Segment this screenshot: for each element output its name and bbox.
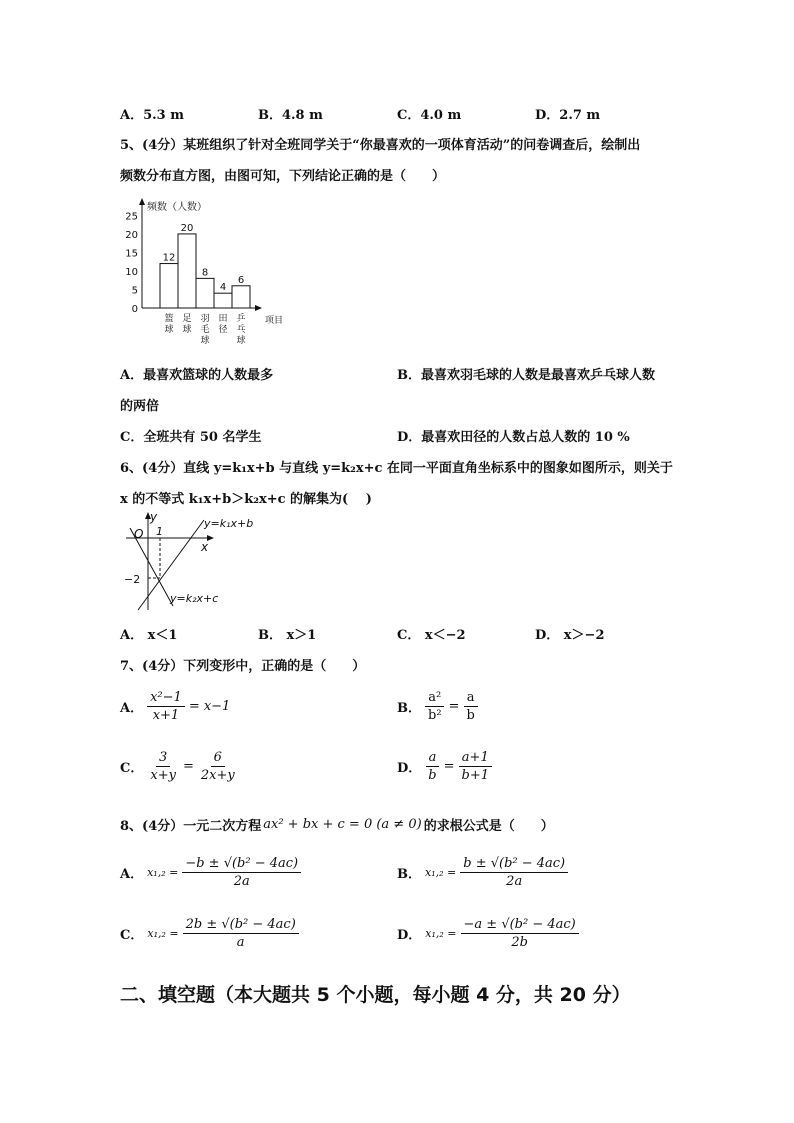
bar-value-label: 20 [180,222,194,234]
q8-option-a[interactable] [120,856,301,889]
q7-c-denominator-2: 2x+y [200,768,235,783]
q8-c-denominator: a [236,935,245,950]
q8-d-numerator: −a ± √(b² − 4ac) [461,917,579,934]
q7-c-numerator: 3 [156,750,170,767]
bar-value-label: 12 [162,252,176,264]
category-label: 羽毛球 [200,314,210,346]
q5-stem-line2: 频数分布直方图，由图可知，下列结论正确的是（ ） [120,169,446,184]
bar-2 [196,278,214,308]
q6-option-a[interactable]: A． x＜1 [120,628,178,643]
category-label: 篮球 [164,314,174,335]
q7-option-a[interactable] [120,690,230,723]
q8-a-label: A． [120,867,144,882]
q8-a-denominator: 2a [233,874,250,889]
bar-value-label: 8 [201,267,209,279]
q8-a-lhs: x₁,₂ = [147,866,179,879]
q7-c-denominator: x+y [150,768,176,783]
histogram-chart [120,196,310,356]
q8-b-fraction [460,856,568,889]
q6-stem-line2: x 的不等式 k₁x+b＞k₂x+c 的解集为( ) [120,492,372,507]
q7-b-fraction-right [463,690,477,723]
q7-b-denominator: b² [428,708,442,723]
q7-a-rhs: = x−1 [188,699,231,714]
bar-value-label: 6 [237,274,245,286]
q7-option-d[interactable] [397,750,492,783]
q7-d-fraction-right [459,750,493,783]
q7-d-denominator: b [428,768,437,783]
q4-option-c[interactable]: C．4.0 m [397,108,462,123]
q8-b-lhs: x₁,₂ = [425,866,457,879]
q8-stem-post: 的求根公式是（ ） [423,819,554,834]
y-tick-label: 0 [131,304,138,315]
y-tick-label: 15 [125,248,138,260]
q7-option-b[interactable] [397,690,478,723]
q7-c-fraction-left [147,750,179,783]
bar-value-label: 4 [219,282,227,294]
graph-y-label: y [150,510,158,524]
q8-b-numerator: b ± √(b² − 4ac) [460,856,568,873]
category-label: 田径 [218,314,228,335]
category-label: 乒乓球 [236,314,246,346]
line-k1-label: y=k₁x+b [204,517,254,530]
q8-option-d[interactable] [397,917,579,950]
q7-b-fraction-left [425,690,445,723]
q6-option-c[interactable]: C． x＜−2 [397,628,466,643]
q8-c-label: C． [120,928,144,943]
q7-a-fraction [147,690,185,723]
q7-c-numerator-2: 6 [211,750,225,767]
q7-d-fraction-left [425,750,439,783]
section-2-title: 二、填空题（本大题共 5 个小题，每小题 4 分，共 20 分） [120,984,631,1006]
q7-option-c[interactable] [120,750,238,783]
bar-1 [178,234,196,308]
y-tick-label: 10 [125,266,138,278]
y-axis-arrow [139,198,145,205]
q5-option-d[interactable]: D．最喜欢田径的人数占总人数的 10 % [397,430,630,445]
q6-stem-line1: 6、(4分）直线 y=k₁x+b 与直线 y=k₂x+c 在同一平面直角坐标系中的图象如图所示，则关于 [120,461,673,476]
q7-b-numerator-2: a [464,690,478,707]
q8-a-numerator: −b ± √(b² − 4ac) [182,856,301,873]
x-axis-arrow [255,305,262,311]
q8-a-fraction [182,856,301,889]
q7-d-equals: = [443,759,455,774]
q7-d-denominator-2: b+1 [461,768,490,783]
line-graph [118,510,278,614]
q7-b-denominator-2: b [466,708,475,723]
q8-d-fraction [461,917,579,950]
q7-b-label: B． [397,701,421,716]
q8-stem [120,815,554,834]
q7-c-fraction-right [198,750,238,783]
q4-option-a[interactable]: A．5.3 m [120,108,184,123]
bar-3 [214,293,232,308]
q8-d-denominator: 2b [511,935,528,950]
q8-b-label: B． [397,867,421,882]
x-axis-label: 项目 [265,316,284,326]
y-tick-label: 20 [125,229,138,241]
q4-option-b[interactable]: B．4.8 m [258,108,323,123]
line-k2-label: y=k₂x+c [170,592,219,605]
q7-b-numerator: a² [425,690,444,707]
q5-stem-line1: 5、(4分）某班组织了针对全班同学关于“你最喜欢的一项体育活动”的问卷调查后，绘制出 [120,138,641,153]
q7-a-denominator: x+1 [152,708,180,723]
graph-1-label: 1 [156,525,163,538]
bar-0 [160,264,178,308]
q8-d-label: D． [397,928,422,943]
q8-c-numerator: 2b ± √(b² − 4ac) [183,917,299,934]
line-k2 [130,528,173,606]
q7-d-label: D． [397,761,422,776]
category-label: 足球 [182,314,192,335]
graph-origin-label: O [134,527,144,541]
graph-x-label: x [201,540,209,554]
q7-c-equals: = [182,759,194,774]
q7-a-label: A． [120,701,144,716]
q5-option-b-continued: 的两倍 [120,399,160,414]
q5-option-b[interactable]: B．最喜欢羽毛球的人数是最喜欢乒乓球人数 [397,368,655,383]
q7-d-numerator-2: a+1 [459,750,492,767]
q8-d-lhs: x₁,₂ = [425,927,457,940]
q7-stem: 7、(4分）下列变形中，正确的是（ ） [120,659,366,674]
q7-c-label: C． [120,761,144,776]
q5-option-c[interactable]: C．全班共有 50 名学生 [120,430,262,445]
q5-option-a[interactable]: A．最喜欢篮球的人数最多 [120,368,274,383]
q7-a-numerator: x²−1 [147,690,185,707]
q8-option-c[interactable] [120,917,299,950]
bar-4 [232,286,250,308]
q6-option-b[interactable]: B． x＞1 [258,628,317,643]
q8-option-b[interactable] [397,856,568,889]
q8-equation: ax² + bx + c = 0 (a ≠ 0) [263,817,422,832]
q4-option-d[interactable]: D．2.7 m [535,108,601,123]
q8-c-fraction [183,917,299,950]
q8-stem-pre: 8、(4分）一元二次方程 [120,819,262,834]
y-tick-label: 25 [125,211,138,223]
y-tick-label: 5 [131,285,138,297]
q7-b-equals: = [448,699,460,714]
q7-d-numerator: a [426,750,440,767]
q6-option-d[interactable]: D． x＞−2 [535,628,605,643]
q8-b-denominator: 2a [506,874,523,889]
graph-neg2-label: −2 [124,573,141,586]
q8-c-lhs: x₁,₂ = [147,927,179,940]
y-axis-label: 频数（人数） [147,202,207,213]
